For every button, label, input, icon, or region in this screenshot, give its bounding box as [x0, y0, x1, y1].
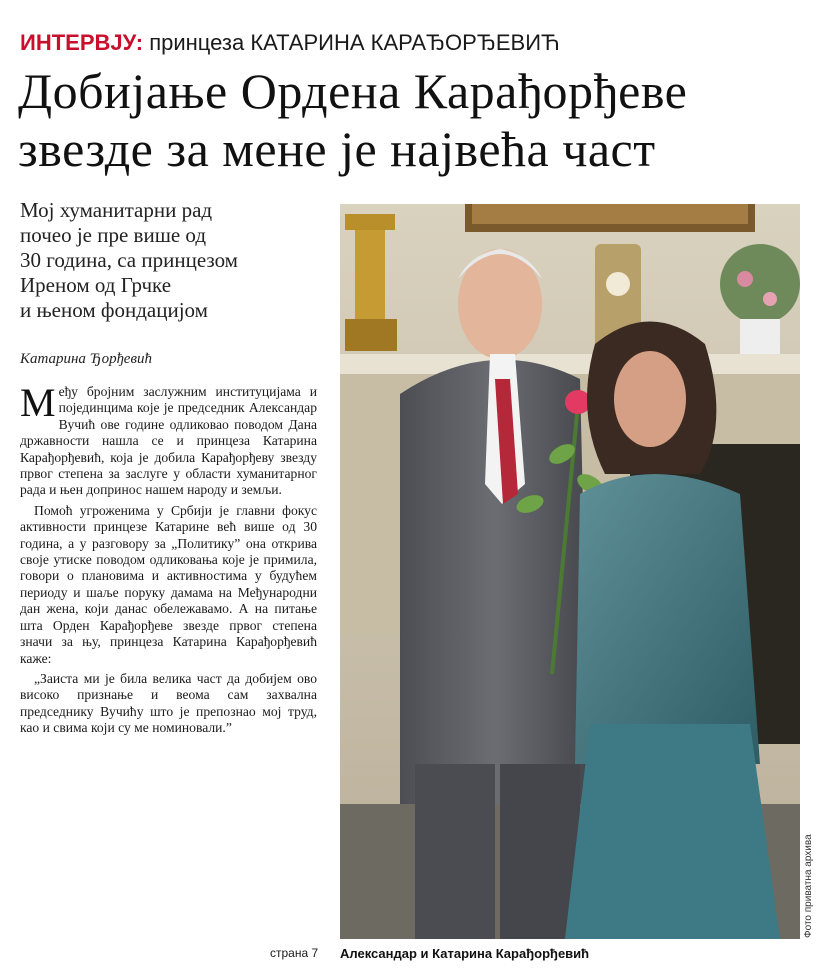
- kicker-subject: принцеза КАТАРИНА КАРАЂОРЂЕВИЋ: [149, 30, 560, 55]
- paragraph-2: Помоћ угроженима у Србији је главни фокус активности принцезе Катарине већ више од 30 година, а у разговору за „Политику” она открива своје утиске поводом одликовања које је примила, говори о плановима и активностима у будућем периоду и шаље поруку дамама на Међународни дан жена, који данас обележавамо. А на питање шта Орден Карађорђеве звезде првог степена значи за њу, принцеза Катарина Карађорђевић каже:: [20, 502, 317, 666]
- page-reference: страна 7: [270, 946, 319, 960]
- headline-line-1: Добијање Ордена Карађорђеве: [18, 63, 688, 119]
- photo-caption: Александар и Катарина Карађорђевић: [340, 946, 590, 961]
- article-photo: [340, 204, 800, 939]
- paragraph-1: [20, 380, 317, 499]
- drop-cap: М: [20, 380, 56, 425]
- kicker: [20, 30, 560, 56]
- deck-line-1: Мој хуманитарни рад: [20, 198, 213, 222]
- photo-illustration: [340, 204, 800, 939]
- photo-credit: [803, 790, 817, 940]
- deck-line-2: почео је пре више од: [20, 223, 207, 247]
- photo-credit-text: Фото приватна архива: [803, 834, 814, 938]
- article-body: [20, 380, 317, 741]
- paragraph-1-text: еђу бројним заслужним институцијама и појединцима које је председник Александар Вучић ове године одликовао поводом Дана државности нашла се и принцеза Катарина Карађорђевић, која је добила Карађорђеву звезду првог степена за заслуге у области хуманитарног рада и њен допринос нашем народу и земљи.: [20, 384, 317, 498]
- deck-line-5: и њеном фондацијом: [20, 298, 208, 322]
- byline: Катарина Ђорђевић: [20, 351, 152, 367]
- deck-line-4: Ирeном од Грчке: [20, 273, 172, 297]
- headline-line-2: звезде за мене је највећа част: [18, 121, 656, 177]
- section-label: ИНТЕРВЈУ:: [20, 30, 144, 55]
- paragraph-3: „Заиста ми је била велика част да добијем ово високо признање и веома сам захвална председнику Вучићу што је препознао мој труд, као и свима који су ме номиновали.”: [20, 670, 317, 736]
- deck-line-3: 30 година, са принцезом: [20, 248, 238, 272]
- deck: [20, 198, 320, 323]
- headline: [18, 62, 818, 178]
